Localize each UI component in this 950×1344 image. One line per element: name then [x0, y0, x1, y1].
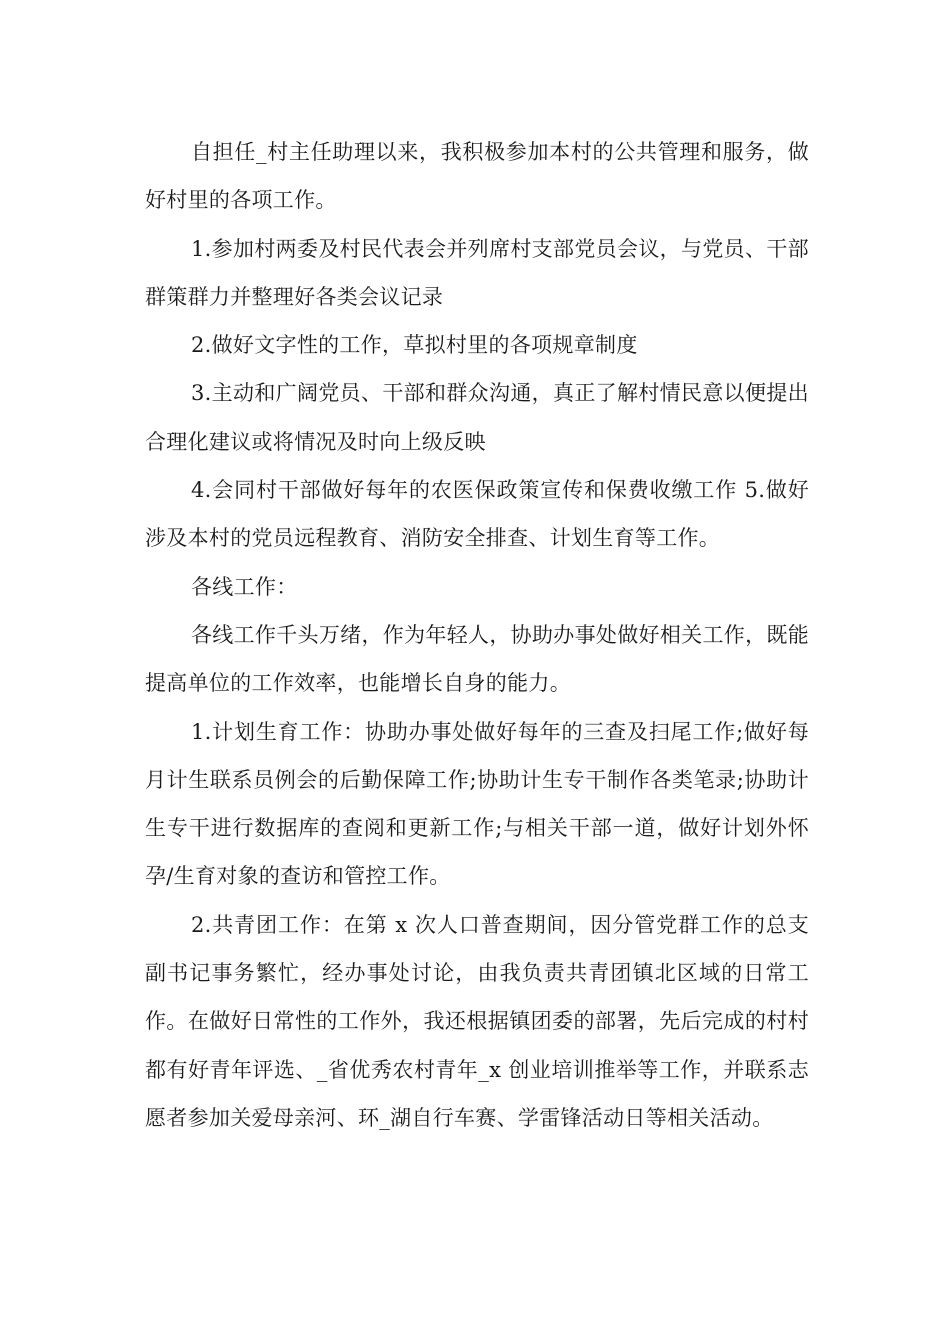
paragraph-family-planning: 1.计划生育工作：协助办事处做好每年的三查及扫尾工作;做好每月计生联系员例会的后勤保障工作;协助计生专干制作各类笔录;协助计生专干进行数据库的查阅和更新工作;与相关干部一道，做好计划外怀孕/生育对象的查访和管控工作。 — [145, 719, 809, 889]
section-heading: 各线工作： — [191, 574, 298, 599]
paragraph-item-2: 2.做好文字性的工作，草拟村里的各项规章制度 — [191, 333, 638, 358]
paragraph-youth-league: 2.共青团工作：在第 x 次人口普查期间，因分管党群工作的总支副书记事务繁忙，经办事处讨论，由我负责共青团镇北区域的日常工作。在做好日常性的工作外，我还根据镇团委的部署，先后完成的村村都有好青年评选、_省优秀农村青年_x 创业培训推举等工作，并联系志愿者参加关爱母亲河、环_湖自行车赛、学雷锋活动日等相关活动。 — [145, 912, 809, 1130]
paragraph-item-4-5: 4.会同村干部做好每年的农医保政策宣传和保费收缴工作 5.做好涉及本村的党员远程教育、消防安全排查、计划生育等工作。 — [145, 478, 809, 551]
document-body — [145, 128, 809, 1142]
paragraph-item-3: 3.主动和广阔党员、干部和群众沟通，真正了解村情民意以便提出合理化建议或将情况及时向上级反映 — [145, 381, 809, 454]
paragraph-intro: 自担任_村主任助理以来，我积极参加本村的公共管理和服务，做好村里的各项工作。 — [145, 140, 809, 213]
paragraph-section-intro: 各线工作千头万绪，作为年轻人，协助办事处做好相关工作，既能提高单位的工作效率，也能增长自身的能力。 — [145, 622, 809, 696]
paragraph-item-1: 1.参加村两委及村民代表会并列席村支部党员会议，与党员、干部群策群力并整理好各类会议记录 — [145, 236, 809, 309]
